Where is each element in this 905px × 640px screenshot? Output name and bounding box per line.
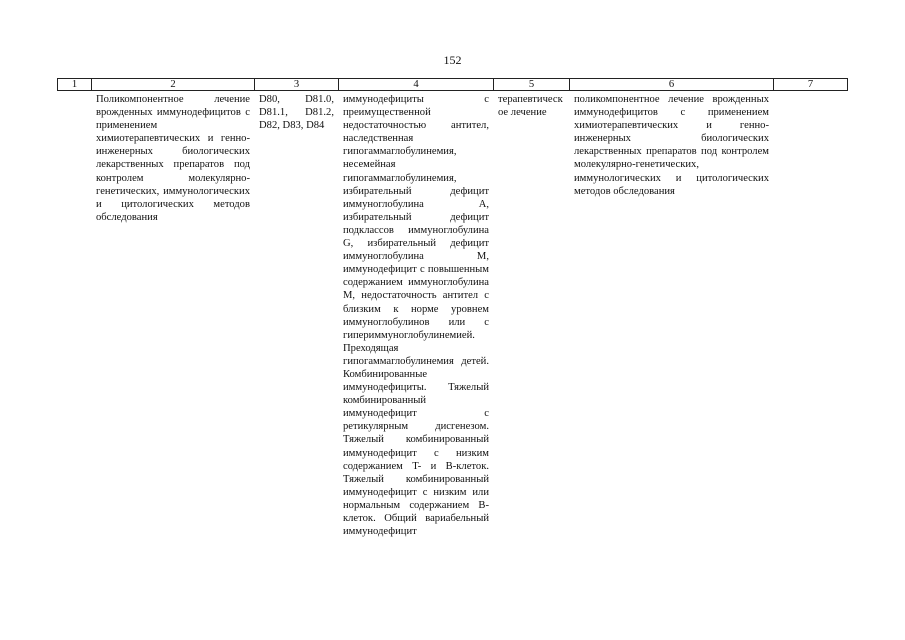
- column-header-5: 5: [494, 79, 570, 91]
- diagnosis-text: иммунодефициты с преимущественной недостаточностью антител, наследственная гипогаммаглобулинемия, несемейная гипогаммаглобулинемия, избирательный дефицит иммуноглобулина A, избирательный дефицит подклассов иммуноглобулина G, избирательный дефицит иммуноглобулина M, иммунодефицит с повышенным содержанием иммуноглобулина M, недостаточность антител с близким к норме уровнем иммуноглобулинов или с гипериммуноглобулинемией. Преходящая гипогаммаглобулинемия детей. Комбинированные иммунодефициты. Тяжелый комбинированный иммунодефицит с ретикулярным дисгенезом. Тяжелый комбинированный иммунодефицит с низким содержанием T- и B-клеток. Тяжелый комбинированный иммунодефицит с низким или нормальным содержанием B-клеток. Общий вариабельный иммунодефицит: [343, 94, 489, 538]
- treatment-type-text: терапевтическое лечение: [498, 94, 563, 119]
- cell-service-name: [92, 91, 255, 569]
- table-row: [58, 91, 848, 569]
- services-table: [57, 78, 848, 568]
- treatment-method-text: поликомпонентное лечение врожденных иммунодефицитов с применением химиотерапевтических и генно-инженерных биологических лекарственных препаратов под контролем молекулярно-генетических, иммунологических и цитологических методов обследования: [574, 94, 769, 197]
- column-header-6: 6: [570, 79, 774, 91]
- cell-treatment-method: [570, 91, 774, 569]
- cell-row-number: [58, 91, 92, 569]
- table-header-row: [58, 79, 848, 91]
- column-header-4: 4: [339, 79, 494, 91]
- page-number: 152: [443, 53, 462, 67]
- column-header-1: 1: [58, 79, 92, 91]
- service-name-text: Поликомпонентное лечение врожденных иммунодефицитов с применением химиотерапевтических и генно-инженерных биологических лекарственных препаратов под контролем молекулярно-генетических, иммунологических и цитологических методов обследования: [96, 94, 250, 223]
- column-header-2: 2: [92, 79, 255, 91]
- cell-diagnosis: [339, 91, 494, 569]
- column-header-7: 7: [774, 79, 848, 91]
- cell-treatment-type: [494, 91, 570, 569]
- cell-icd-codes: [255, 91, 339, 569]
- icd-codes-text: D80, D81.0, D81.1, D81.2, D82, D83, D84: [259, 94, 334, 132]
- cell-cost: [774, 91, 848, 569]
- column-header-3: 3: [255, 79, 339, 91]
